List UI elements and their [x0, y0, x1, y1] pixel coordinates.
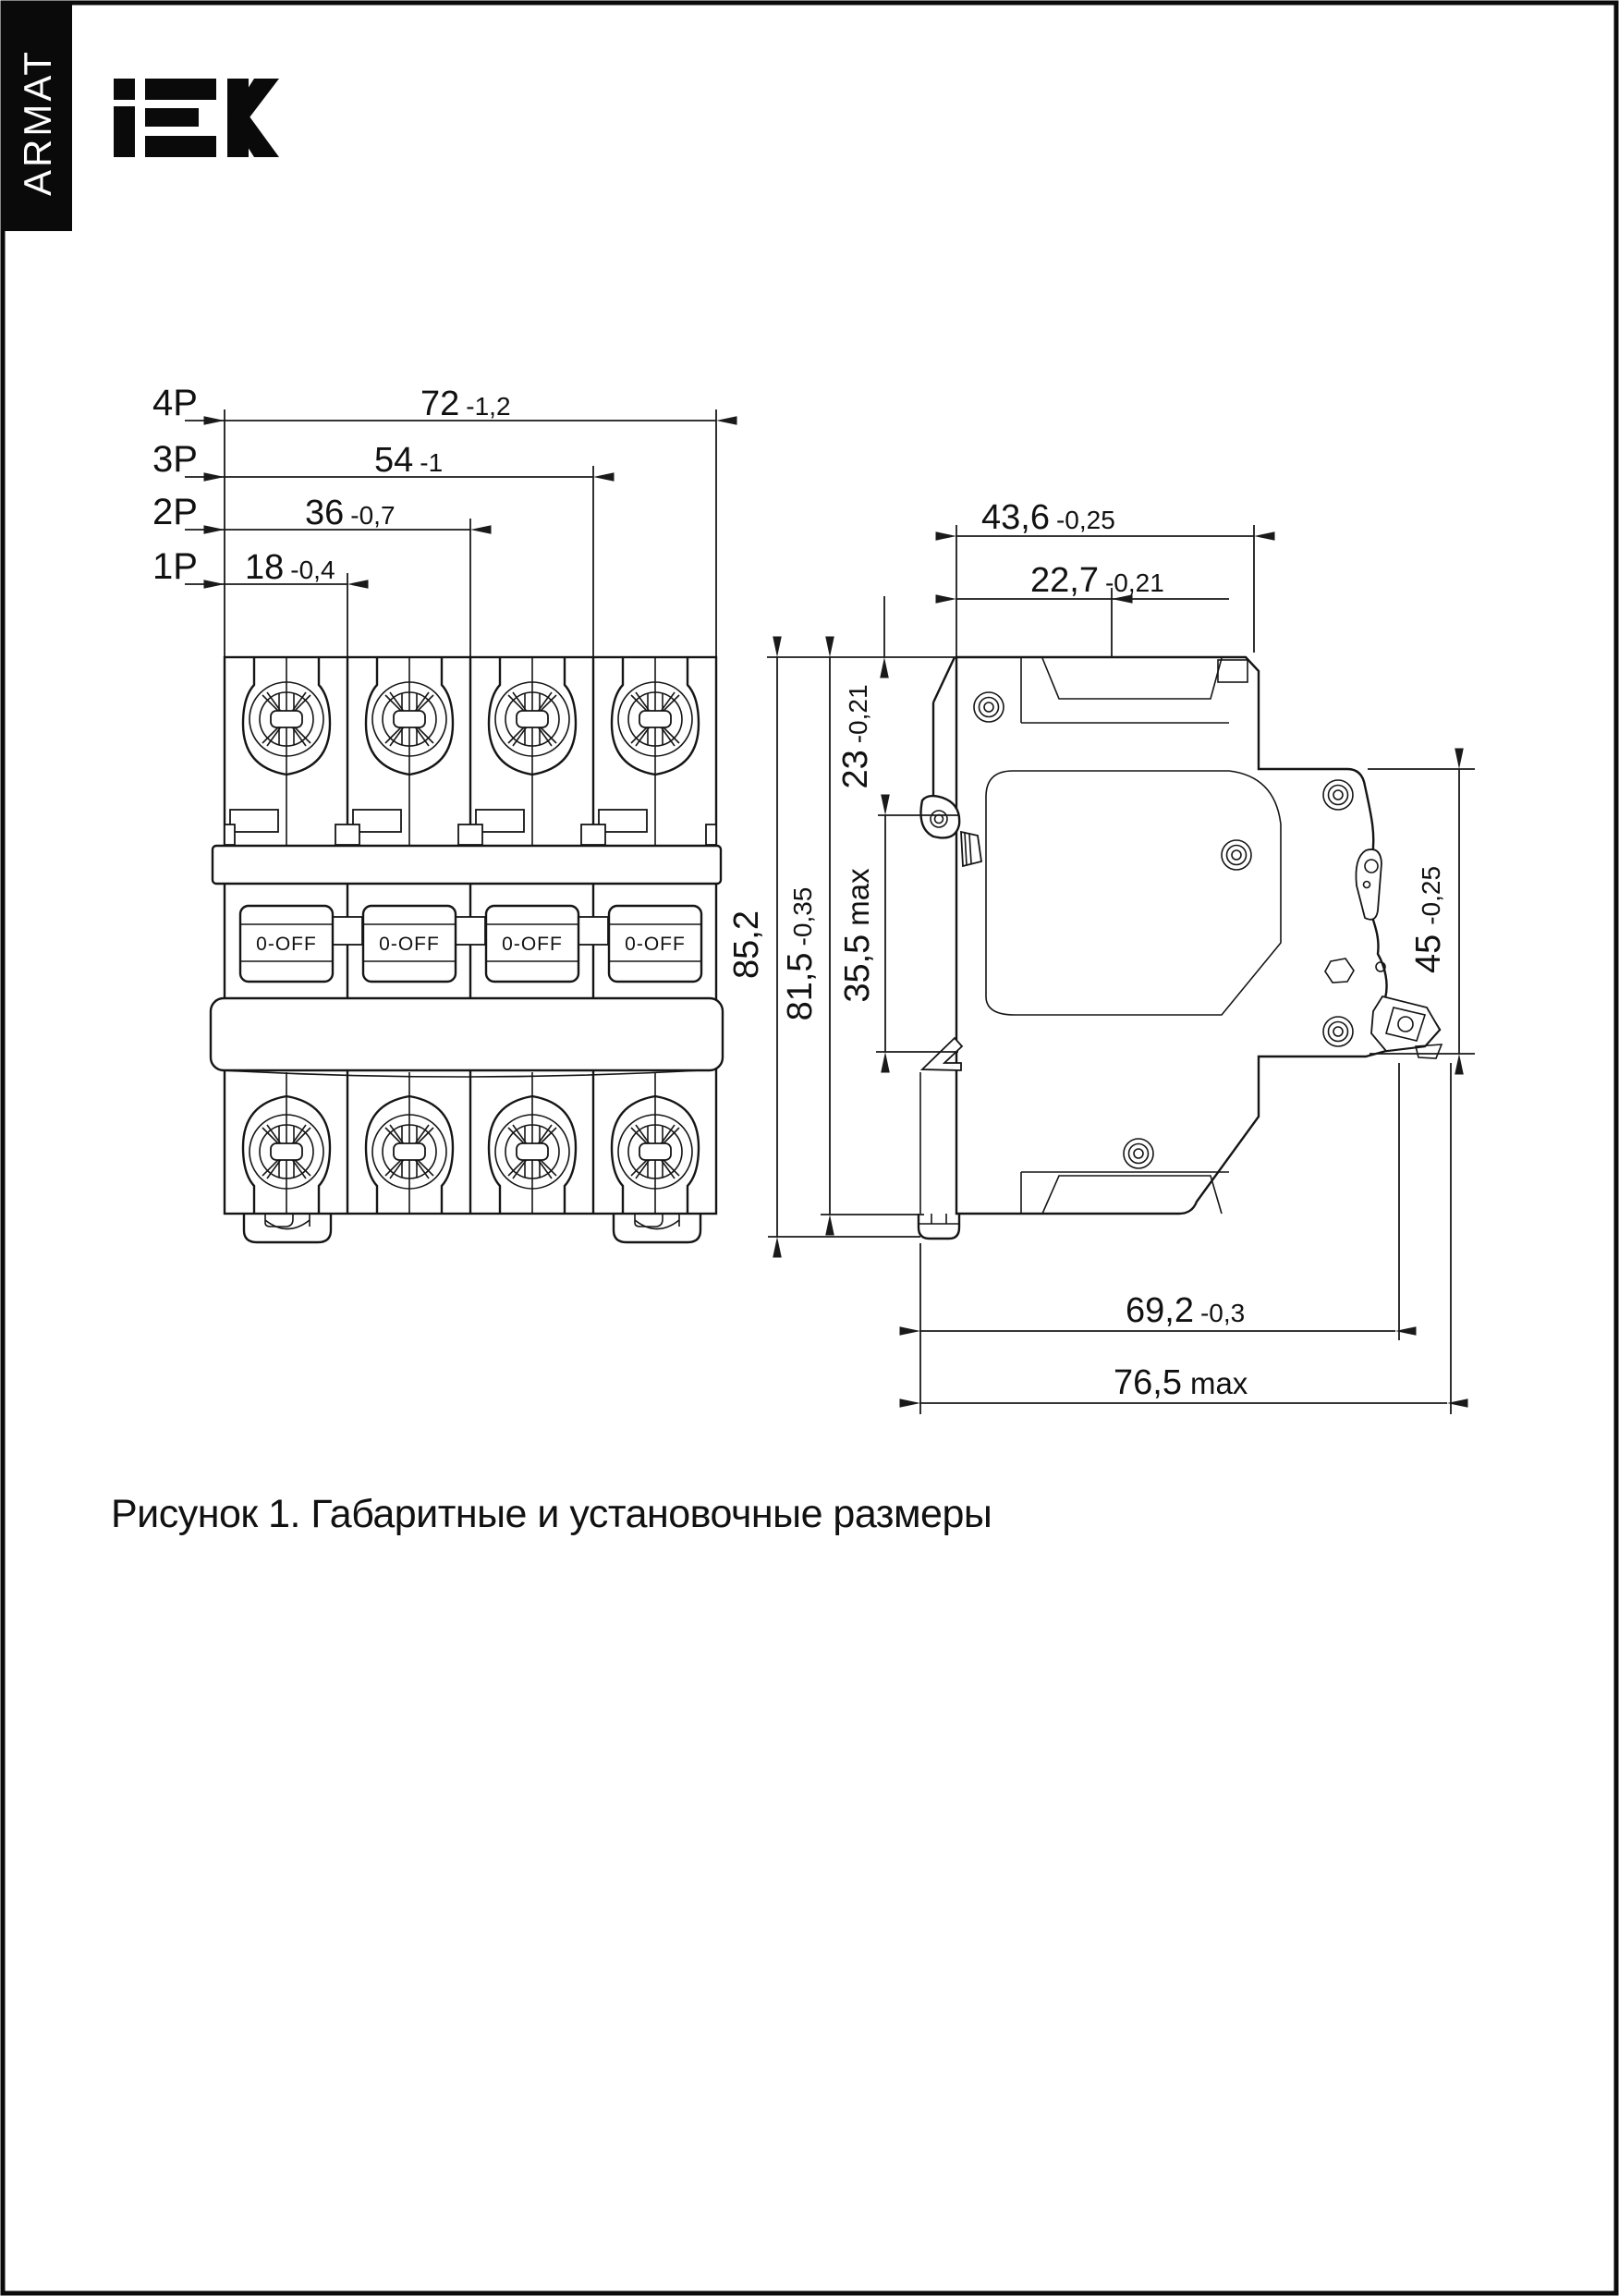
dim-top-offset: 23-0,21 [836, 684, 875, 789]
brand-vertical-label: ARMAT [16, 49, 59, 196]
dim-depth-max: 76,5 max [1114, 1363, 1248, 1402]
side-view-outline [956, 657, 1440, 1214]
pole-count-label-1p: 1P [152, 546, 198, 587]
toggle-handle-3 [486, 906, 578, 982]
front-view-dimensions [152, 383, 716, 657]
front-view [152, 383, 723, 1242]
side-top-terminal [1021, 658, 1248, 723]
dim-din-window: 35,5max [838, 868, 877, 1003]
dim-width-4p: 72 -1,2 [420, 385, 511, 423]
dim-height-total: 85,2 [727, 910, 766, 979]
handle-off-label-2: 0-OFF [379, 934, 440, 955]
dim-depth-body: 69,2 -0,3 [1126, 1291, 1246, 1330]
side-rivets [974, 692, 1353, 1168]
pole-count-label-4p: 4P [152, 383, 198, 423]
dim-width-2p: 36 -0,7 [305, 494, 396, 532]
dim-front-width: 22,7 -0,21 [1030, 561, 1164, 600]
front-tie-band [211, 998, 723, 1070]
dim-width-1p: 18 -0,4 [245, 548, 335, 587]
brand-sidebar [4, 4, 72, 231]
front-din-feet [244, 1214, 700, 1242]
dim-height-body: 81,5-0,35 [781, 886, 820, 1021]
side-terminal-screw [1371, 996, 1442, 1058]
side-view-dimensions [727, 498, 1475, 1414]
pole-count-label-2p: 2P [152, 492, 198, 532]
figure-caption: Рисунок 1. Габаритные и установочные размеры [111, 1492, 992, 1536]
handle-off-label-4: 0-OFF [625, 934, 686, 955]
page-border [3, 3, 1616, 2293]
side-latch-lever [1325, 849, 1385, 983]
front-ridge-band [213, 846, 721, 884]
side-inner-window [986, 771, 1281, 1015]
toggle-handle-1 [240, 906, 333, 982]
toggle-handle-2 [363, 906, 456, 982]
side-din-clip [919, 657, 981, 1239]
dim-width-3p: 54 -1 [374, 441, 444, 480]
dim-front-height: 45-0,25 [1409, 865, 1448, 974]
pole-count-label-3p: 3P [152, 439, 198, 480]
handle-off-label-3: 0-OFF [502, 934, 563, 955]
dim-top-width: 43,6 -0,25 [981, 498, 1115, 537]
side-view [727, 498, 1475, 1414]
handle-off-label-1: 0-OFF [256, 934, 317, 955]
toggle-handle-4 [609, 906, 701, 982]
iek-logo [114, 79, 279, 157]
front-view-body [211, 657, 723, 1242]
side-bottom-terminal [1021, 1172, 1229, 1214]
